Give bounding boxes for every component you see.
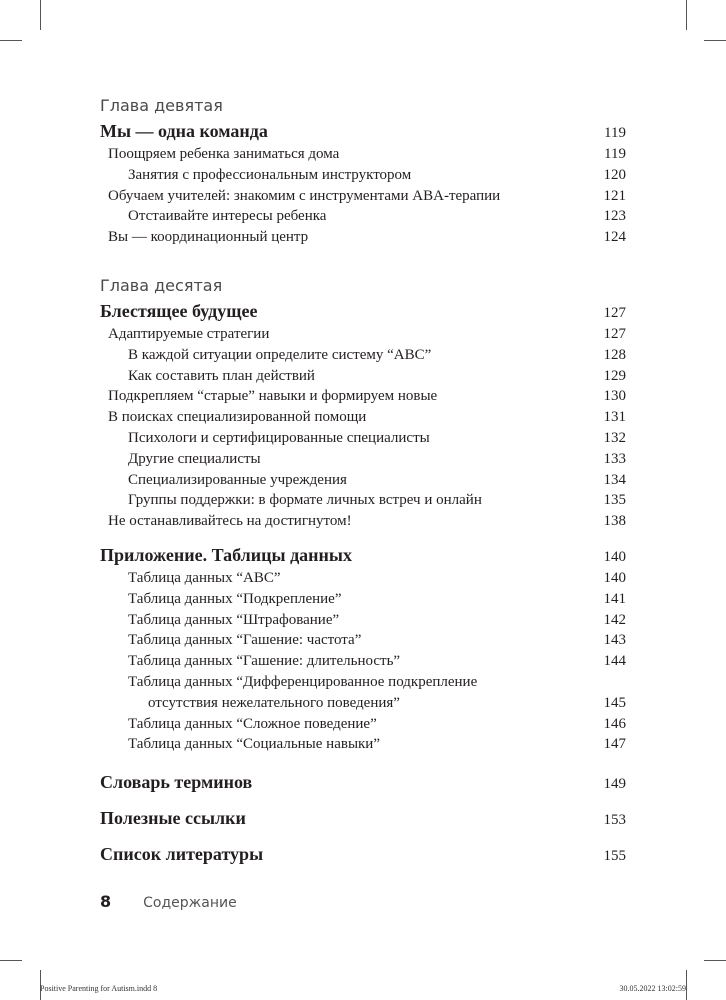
toc-entry[interactable]	[100, 511, 626, 532]
toc-entry[interactable]	[100, 610, 626, 631]
slug-filename: Positive Parenting for Autism.indd 8	[40, 984, 158, 993]
toc-entry[interactable]	[100, 227, 626, 248]
page-number: 142	[603, 611, 626, 628]
page-number: 135	[603, 492, 626, 509]
toc-entry-text: Не останавливайтесь на достигнутом!	[108, 513, 352, 530]
links-title-row[interactable]	[100, 805, 626, 831]
toc-entry-text: Таблица данных “Подкрепление”	[128, 590, 342, 607]
page-number: 119	[604, 146, 626, 162]
toc-entry-text: Таблица данных “Штрафование”	[128, 611, 340, 628]
toc-entry[interactable]	[100, 407, 626, 428]
crop-mark	[0, 40, 22, 41]
toc-entry-text: Отстаивайте интересы ребенка	[128, 208, 327, 225]
toc-entry[interactable]	[100, 734, 626, 755]
page-number: 130	[603, 388, 626, 405]
toc-entry-text: Таблица данных “ABC”	[128, 569, 281, 586]
toc-entry-text: В каждой ситуации определите систему “ABC”	[128, 346, 432, 363]
toc-entry[interactable]	[100, 206, 626, 227]
toc-entry[interactable]	[100, 470, 626, 491]
toc-entry[interactable]	[100, 672, 626, 714]
toc-entry-text-continued: отсутствия нежелательного поведения”	[148, 694, 400, 711]
toc-entry[interactable]	[100, 449, 626, 470]
chapter-title: Мы — одна команда	[100, 121, 268, 141]
page-number: 145	[603, 694, 626, 711]
chapter-label: Глава девятая	[100, 96, 223, 115]
page-number: 149	[603, 776, 626, 793]
page-number: 120	[603, 166, 626, 183]
page-footer	[100, 890, 237, 914]
toc-entry[interactable]	[100, 324, 626, 345]
toc-entry-text: Занятия с профессиональным инструктором	[128, 166, 412, 183]
page-number: 140	[603, 548, 626, 565]
toc-entry-text: Таблица данных “Социальные навыки”	[128, 736, 380, 753]
toc-entry[interactable]	[100, 428, 626, 449]
toc-entry-text: Таблица данных “Гашение: частота”	[128, 632, 362, 649]
page-number: 153	[603, 812, 626, 829]
toc-entry-text: Группы поддержки: в формате личных встреч и онлайн	[128, 492, 482, 509]
toc-entry-text: Таблица данных “Дифференцированное подкрепление	[128, 673, 478, 690]
table-of-contents	[100, 94, 626, 867]
toc-entry-text: Специализированные учреждения	[128, 471, 347, 488]
toc-entry-text: Как составить план действий	[128, 367, 315, 384]
glossary-title: Словарь терминов	[100, 772, 253, 793]
page-number: 138	[603, 513, 626, 530]
toc-entry[interactable]	[100, 630, 626, 651]
toc-entry[interactable]	[100, 386, 626, 407]
toc-entry[interactable]	[100, 165, 626, 186]
chapter-title: Блестящее будущее	[100, 300, 258, 321]
literature-title: Список литературы	[100, 844, 264, 865]
toc-entry-text: Таблица данных “Гашение: длительность”	[128, 653, 401, 670]
page-number: 140	[603, 569, 626, 586]
slug-timestamp: 30.05.2022 13:02:59	[619, 984, 686, 993]
chapter-title-row[interactable]	[100, 298, 626, 324]
glossary-title-row[interactable]	[100, 769, 626, 795]
toc-entry[interactable]	[100, 589, 626, 610]
literature-title-row[interactable]	[100, 841, 626, 867]
toc-entry-text: Вы — координационный центр	[108, 229, 309, 246]
page-number: 128	[603, 346, 626, 363]
toc-entry[interactable]	[100, 144, 626, 165]
page-number: 123	[603, 208, 626, 225]
chapter-title-row[interactable]	[100, 118, 626, 144]
page-number: 147	[603, 736, 626, 753]
toc-entry-text: Другие специалисты	[128, 450, 261, 467]
crop-mark	[686, 0, 687, 30]
page-number: 146	[603, 715, 626, 732]
appendix-title: Приложение. Таблицы данных	[100, 544, 352, 565]
toc-entry-text: Поощряем ребенка заниматься дома	[108, 146, 340, 162]
page-number: 155	[603, 848, 626, 865]
page-number: 127	[603, 304, 626, 321]
crop-mark	[704, 40, 726, 41]
toc-entry[interactable]	[100, 345, 626, 366]
page-number: 132	[603, 429, 626, 446]
toc-entry[interactable]	[100, 651, 626, 672]
toc-entry[interactable]	[100, 568, 626, 589]
page-number: 124	[603, 229, 626, 246]
folio-page-number: 8	[100, 892, 112, 911]
toc-entry-text: Психологи и сертифицированные специалисты	[128, 429, 430, 446]
toc-entry[interactable]	[100, 714, 626, 735]
toc-entry-text: Подкрепляем “старые” навыки и формируем новые	[108, 388, 438, 405]
toc-entry-text: В поисках специализированной помощи	[108, 409, 367, 426]
crop-mark	[0, 960, 22, 961]
toc-entry[interactable]	[100, 366, 626, 387]
page-number: 131	[603, 409, 626, 426]
page-number: 119	[604, 125, 626, 141]
links-title: Полезные ссылки	[100, 808, 246, 829]
toc-entry-text: Адаптируемые стратегии	[108, 325, 270, 342]
toc-entry-text: Таблица данных “Сложное поведение”	[128, 715, 377, 732]
page-number: 144	[603, 653, 626, 670]
page-number: 141	[603, 590, 626, 607]
toc-entry[interactable]	[100, 186, 626, 207]
running-footer-title: Содержание	[143, 895, 237, 911]
crop-mark	[704, 960, 726, 961]
page-number: 134	[603, 471, 626, 488]
crop-mark	[40, 0, 41, 30]
page-number: 133	[603, 450, 626, 467]
page-number: 127	[603, 325, 626, 342]
crop-mark	[686, 970, 687, 1000]
page-number: 121	[603, 187, 626, 204]
page-number: 143	[603, 632, 626, 649]
page-number: 129	[603, 367, 626, 384]
appendix-title-row[interactable]	[100, 542, 626, 568]
toc-entry-text: Обучаем учителей: знакомим с инструментами ABA-терапии	[108, 187, 501, 204]
chapter-label: Глава десятая	[100, 275, 223, 295]
toc-entry[interactable]	[100, 490, 626, 511]
